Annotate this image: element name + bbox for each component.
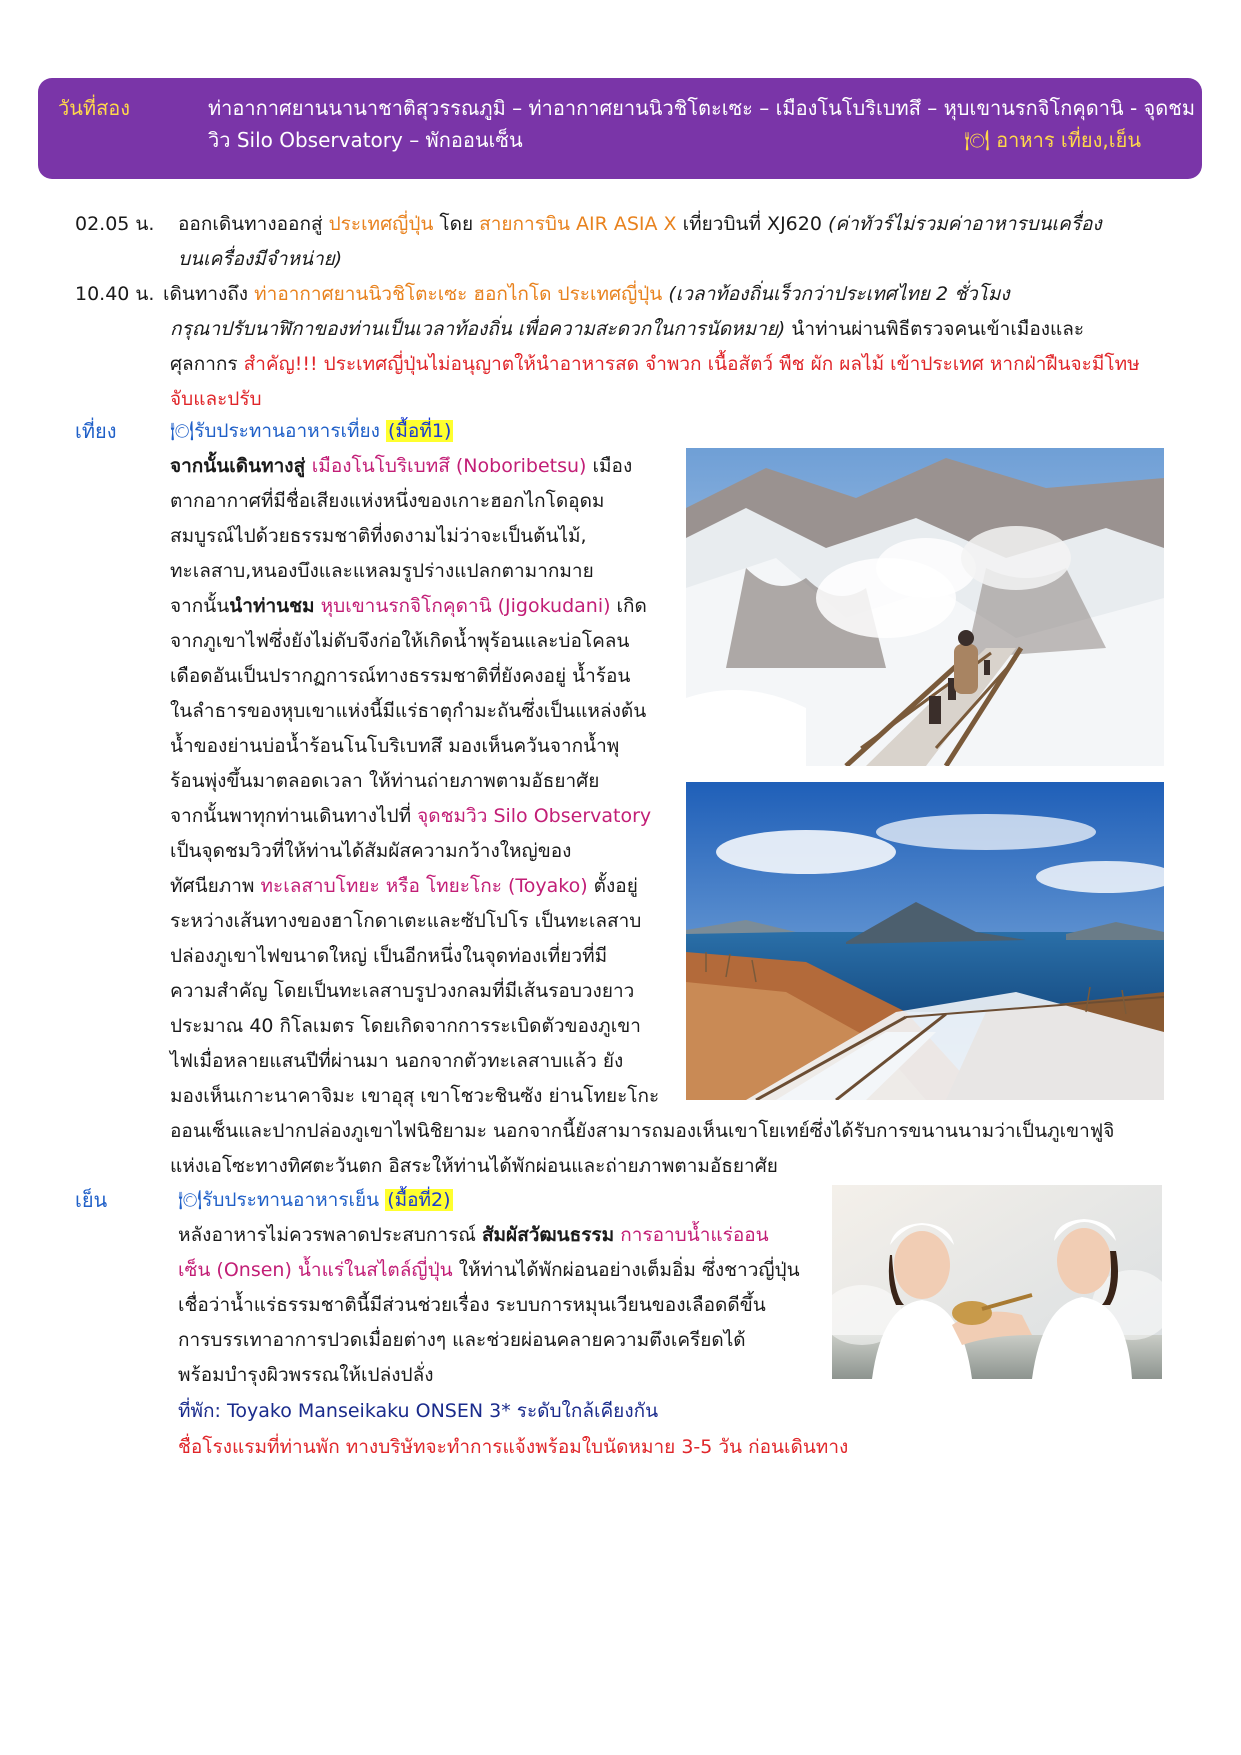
- lunch-label: เที่ยง: [75, 419, 117, 443]
- lunch-p-line3: สมบูรณ์ไปด้วยธรรมชาติที่งดงามไม่ว่าจะเป็นต้นไม้,: [170, 525, 587, 547]
- lunch-p-line18: ไฟเมื่อหลายแสนปีที่ผ่านมา นอกจากตัวทะเลสาบแล้ว ยัง: [170, 1050, 624, 1072]
- dinner-p-line4: การบรรเทาอาการปวดเมื่อยต่างๆ และช่วยผ่อนคลายความตึงเครียดได้: [178, 1329, 746, 1351]
- hotel-note: ชื่อโรงแรมที่ท่านพัก ทางบริษัทจะทำการแจ้งพร้อมใบนัดหมาย 3-5 วัน ก่อนเดินทาง: [178, 1436, 849, 1458]
- time-0205: 02.05 น.: [75, 213, 155, 235]
- lunch-p-line19: มองเห็นเกาะนาคาจิมะ เขาอุสุ เขาโชวะชินซัง ย่านโทยะโกะ: [170, 1085, 660, 1107]
- dinner-p-line3: เชื่อว่าน้ำแร่ธรรมชาตินี้มีส่วนช่วยเรื่อง ระบบการหมุนเวียนของเลือดดีขึ้น: [178, 1294, 766, 1316]
- day-label: วันที่สอง: [58, 96, 131, 120]
- meal-icon: 🍽: [964, 128, 990, 152]
- lunch-heading: 🍽รับประทานอาหารเที่ยง (มื้อที่1): [170, 420, 452, 442]
- dinner-p-line2: เซ็น (Onsen) น้ำแร่ในสไตล์ญี่ปุ่น ให้ท่านได้พักผ่อนอย่างเต็มอิ่ม ซึ่งชาวญี่ปุ่น: [178, 1259, 800, 1281]
- lunch-p-line11: จากนั้นพาทุกท่านเดินทางไปที่ จุดชมวิว Silo Observatory: [170, 805, 652, 827]
- lunch-p-line12: เป็นจุดชมวิวที่ให้ท่านได้สัมผัสความกว้างใหญ่ของ: [170, 840, 572, 862]
- time-1040: 10.40 น.: [75, 283, 155, 305]
- lunch-p-line7: เดือดอันเป็นปรากฏการณ์ทางธรรมชาติที่ยังคงอยู่ น้ำร้อน: [170, 665, 631, 687]
- lunch-p-line5: จากนั้นนำท่านชม หุบเขานรกจิโกคุดานิ (Jigokudani) เกิด: [170, 595, 647, 617]
- schedule-t2-line4: จับและปรับ: [170, 388, 262, 410]
- photo-onsen: [832, 1185, 1162, 1379]
- dinner-label: เย็น: [75, 1188, 108, 1212]
- lunch-p-line15: ปล่องภูเขาไฟขนาดใหญ่ เป็นอีกหนึ่งในจุดท่องเที่ยวที่มี: [170, 945, 608, 967]
- lunch-p-line8: ในลำธารของหุบเขาแห่งนี้มีแร่ธาตุกำมะถันซึ่งเป็นแหล่งต้น: [170, 700, 647, 722]
- lunch-p-line14: ระหว่างเส้นทางของฮาโกดาเตะและซัปโปโร เป็นทะเลสาบ: [170, 910, 642, 932]
- lunch-p-line9: น้ำของย่านบ่อน้ำร้อนโนโบริเบทสึ มองเห็นควันจากน้ำพุ: [170, 735, 620, 757]
- photo-lake-toya: [686, 782, 1164, 1100]
- dinner-meal-icon: 🍽: [178, 1189, 203, 1211]
- lunch-p-line2: ตากอากาศที่มีชื่อเสียงแห่งหนึ่งของเกาะฮอกไกโดอุดม: [170, 490, 605, 512]
- meals-summary: [964, 124, 1141, 156]
- lunch-meal-badge: (มื้อที่1): [388, 420, 452, 442]
- lunch-meal-icon: 🍽: [170, 420, 195, 442]
- lunch-p-line6: จากภูเขาไฟซึ่งยังไม่ดับจึงก่อให้เกิดน้ำพุร้อนและบ่อโคลน: [170, 630, 630, 652]
- schedule-t2-line2: กรุณาปรับนาฬิกาของท่านเป็นเวลาท้องถิ่น เพื่อความสะดวกในการนัดหมาย) นำท่านผ่านพิธีตรวจคนเข้าเมืองและ: [170, 318, 1085, 340]
- schedule-t1-line2: บนเครื่องมีจำหน่าย): [178, 248, 343, 270]
- dinner-heading: 🍽รับประทานอาหารเย็น (มื้อที่2): [178, 1189, 451, 1211]
- schedule-t2-line1: เดินทางถึง ท่าอากาศยานนิวชิโตะเซะ ฮอกไกโด ประเทศญี่ปุ่น (เวลาท้องถิ่นเร็วกว่าประเทศไทย 2 ชั่วโมง: [163, 283, 1010, 305]
- lunch-p-line17: ประมาณ 40 กิโลเมตร โดยเกิดจากการระเบิดตัวของภูเขา: [170, 1015, 641, 1037]
- dinner-meal-badge: (มื้อที่2): [387, 1189, 451, 1211]
- lunch-p-line16: ความสำคัญ โดยเป็นทะเลสาบรูปวงกลมที่มีเส้นรอบวงยาว: [170, 980, 635, 1002]
- hotel-info: ที่พัก: Toyako Manseikaku ONSEN 3* ระดับใกล้เคียงกัน: [178, 1400, 659, 1422]
- route-line-2: วิว Silo Observatory – พักออนเซ็น: [208, 128, 523, 152]
- route-line-1: ท่าอากาศยานนานาชาติสุวรรณภูมิ – ท่าอากาศยานนิวชิโตะเซะ – เมืองโนโบริเบทสึ – หุบเขานรกจิโกคุดานิ - จุดชม: [208, 96, 1196, 120]
- lunch-p-line21: แห่งเอโซะทางทิศตะวันตก อิสระให้ท่านได้พักผ่อนและถ่ายภาพตามอัธยาศัย: [170, 1155, 778, 1177]
- schedule-t2-line3: ศุลกากร สำคัญ!!! ประเทศญี่ปุ่นไม่อนุญาตให้นำอาหารสด จำพวก เนื้อสัตว์ พืช ผัก ผลไม้ เข้าประเทศ หากฝ่าฝืนจะมีโทษ: [170, 353, 1140, 375]
- lunch-p-line10: ร้อนพุ่งขึ้นมาตลอดเวลา ให้ท่านถ่ายภาพตามอัธยาศัย: [170, 770, 600, 792]
- lunch-p-line1: จากนั้นเดินทางสู่ เมืองโนโบริเบทสึ (Noboribetsu) เมือง: [170, 455, 633, 477]
- dinner-p-line5: พร้อมบำรุงผิวพรรณให้เปล่งปลั่ง: [178, 1364, 434, 1386]
- lunch-p-line20: ออนเซ็นและปากปล่องภูเขาไฟนิชิยามะ นอกจากนี้ยังสามารถมองเห็นเขาโยเทย์ซึ่งได้รับการขนานนามว่าเป็นภูเขาฟูจิ: [170, 1120, 1115, 1142]
- photo-jigokudani: [686, 448, 1164, 766]
- dinner-p-line1: หลังอาหารไม่ควรพลาดประสบการณ์ สัมผัสวัฒนธรรม การอาบน้ำแร่ออน: [178, 1224, 769, 1246]
- lunch-p-line13: ทัศนียภาพ ทะเลสาบโทยะ หรือ โทยะโกะ (Toyako) ตั้งอยู่: [170, 875, 638, 897]
- meals-text: อาหาร เที่ยง,เย็น: [996, 128, 1141, 152]
- schedule-t1-line1: ออกเดินทางออกสู่ ประเทศญี่ปุ่น โดย สายการบิน AIR ASIA X เที่ยวบินที่ XJ620 (ค่าทัวร์ไม่รวมค่าอาหารบนเครื่อง: [178, 213, 1102, 235]
- lunch-p-line4: ทะเลสาบ,หนองบึงและแหลมรูปร่างแปลกตามากมาย: [170, 560, 594, 582]
